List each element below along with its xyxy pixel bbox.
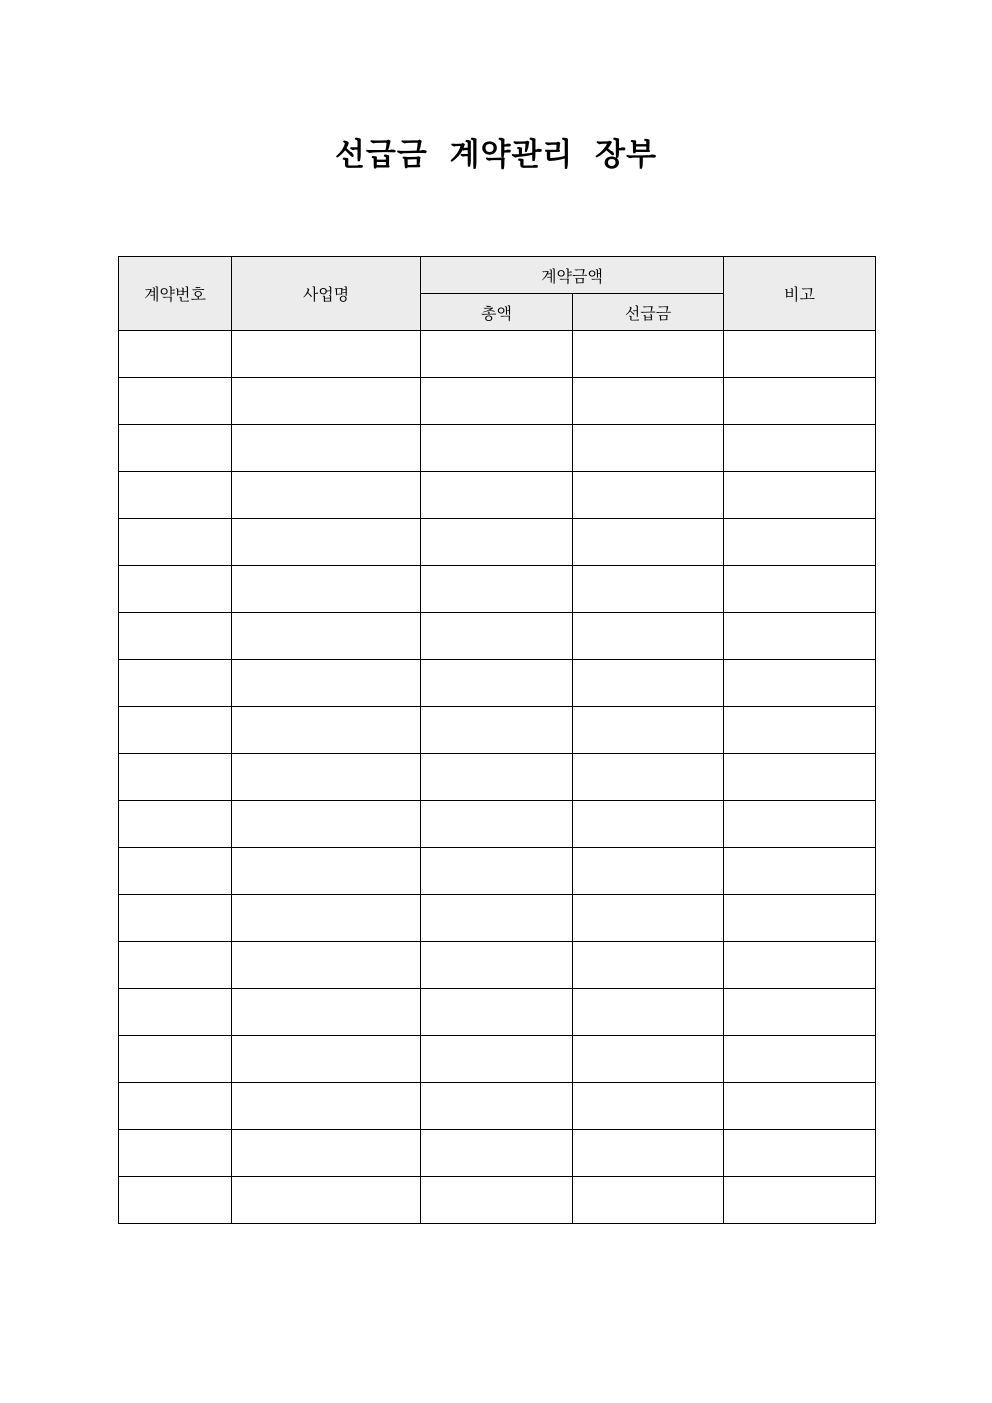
table-row [119,566,876,613]
cell-remarks[interactable] [724,1083,876,1130]
cell-contract-no[interactable] [119,1036,232,1083]
contract-ledger-table [118,256,876,1224]
cell-advance[interactable] [573,472,724,519]
cell-advance[interactable] [573,425,724,472]
cell-project-name[interactable] [232,1036,421,1083]
cell-total[interactable] [421,331,573,378]
table-row [119,1130,876,1177]
cell-advance[interactable] [573,566,724,613]
cell-project-name[interactable] [232,707,421,754]
cell-total[interactable] [421,378,573,425]
cell-total[interactable] [421,754,573,801]
cell-contract-no[interactable] [119,378,232,425]
cell-total[interactable] [421,1083,573,1130]
cell-contract-no[interactable] [119,613,232,660]
table-row [119,613,876,660]
cell-remarks[interactable] [724,425,876,472]
cell-remarks[interactable] [724,942,876,989]
cell-advance[interactable] [573,848,724,895]
cell-project-name[interactable] [232,942,421,989]
table-row [119,331,876,378]
cell-contract-no[interactable] [119,1177,232,1224]
table-row [119,1177,876,1224]
cell-project-name[interactable] [232,989,421,1036]
cell-advance[interactable] [573,707,724,754]
cell-project-name[interactable] [232,378,421,425]
table-row [119,895,876,942]
cell-total[interactable] [421,660,573,707]
cell-project-name[interactable] [232,425,421,472]
cell-contract-no[interactable] [119,895,232,942]
cell-contract-no[interactable] [119,754,232,801]
table-row [119,472,876,519]
cell-advance[interactable] [573,754,724,801]
cell-contract-no[interactable] [119,848,232,895]
table-header [119,257,876,331]
cell-remarks[interactable] [724,566,876,613]
cell-remarks[interactable] [724,331,876,378]
table-row [119,707,876,754]
cell-project-name[interactable] [232,895,421,942]
cell-project-name[interactable] [232,801,421,848]
cell-contract-no[interactable] [119,425,232,472]
table-row [119,848,876,895]
cell-advance[interactable] [573,519,724,566]
cell-contract-no[interactable] [119,707,232,754]
cell-contract-no[interactable] [119,1130,232,1177]
header-advance: 선급금 [573,294,724,331]
cell-contract-no[interactable] [119,1083,232,1130]
cell-total[interactable] [421,848,573,895]
cell-remarks[interactable] [724,519,876,566]
table-row [119,519,876,566]
cell-contract-no[interactable] [119,989,232,1036]
cell-contract-no[interactable] [119,801,232,848]
cell-advance[interactable] [573,1177,724,1224]
cell-project-name[interactable] [232,331,421,378]
cell-total[interactable] [421,472,573,519]
cell-total[interactable] [421,425,573,472]
cell-contract-no[interactable] [119,942,232,989]
cell-advance[interactable] [573,660,724,707]
cell-contract-no[interactable] [119,331,232,378]
cell-contract-no[interactable] [119,519,232,566]
table-row [119,754,876,801]
cell-remarks[interactable] [724,754,876,801]
cell-contract-no[interactable] [119,566,232,613]
header-project-name: 사업명 [232,257,421,331]
cell-project-name[interactable] [232,472,421,519]
table-row [119,1083,876,1130]
header-total: 총액 [421,294,573,331]
cell-project-name[interactable] [232,613,421,660]
cell-remarks[interactable] [724,660,876,707]
cell-project-name[interactable] [232,1130,421,1177]
cell-advance[interactable] [573,378,724,425]
cell-project-name[interactable] [232,519,421,566]
cell-advance[interactable] [573,989,724,1036]
cell-total[interactable] [421,1130,573,1177]
cell-advance[interactable] [573,1036,724,1083]
table-row [119,378,876,425]
header-contract-amount: 계약금액 [421,257,724,294]
cell-remarks[interactable] [724,801,876,848]
cell-advance[interactable] [573,613,724,660]
cell-total[interactable] [421,942,573,989]
cell-total[interactable] [421,895,573,942]
cell-project-name[interactable] [232,754,421,801]
cell-remarks[interactable] [724,848,876,895]
cell-total[interactable] [421,707,573,754]
table-row [119,942,876,989]
table-row [119,660,876,707]
cell-total[interactable] [421,1177,573,1224]
cell-remarks[interactable] [724,1177,876,1224]
cell-advance[interactable] [573,801,724,848]
cell-contract-no[interactable] [119,472,232,519]
cell-total[interactable] [421,1036,573,1083]
page-title: 선급금 계약관리 장부 [334,137,658,173]
cell-advance[interactable] [573,895,724,942]
table-row [119,989,876,1036]
cell-advance[interactable] [573,1083,724,1130]
cell-remarks[interactable] [724,1036,876,1083]
cell-project-name[interactable] [232,566,421,613]
cell-total[interactable] [421,519,573,566]
cell-project-name[interactable] [232,660,421,707]
header-remarks: 비고 [724,257,876,331]
cell-remarks[interactable] [724,613,876,660]
table-body [119,331,876,1224]
cell-remarks[interactable] [724,989,876,1036]
cell-total[interactable] [421,989,573,1036]
header-row-1 [119,257,876,294]
cell-remarks[interactable] [724,378,876,425]
cell-remarks[interactable] [724,1130,876,1177]
cell-advance[interactable] [573,942,724,989]
cell-project-name[interactable] [232,1177,421,1224]
cell-remarks[interactable] [724,707,876,754]
table-row [119,1036,876,1083]
cell-total[interactable] [421,566,573,613]
cell-advance[interactable] [573,1130,724,1177]
cell-contract-no[interactable] [119,660,232,707]
cell-remarks[interactable] [724,472,876,519]
cell-total[interactable] [421,613,573,660]
cell-total[interactable] [421,801,573,848]
cell-project-name[interactable] [232,1083,421,1130]
cell-advance[interactable] [573,331,724,378]
table-row [119,801,876,848]
header-contract-no: 계약번호 [119,257,232,331]
cell-project-name[interactable] [232,848,421,895]
cell-remarks[interactable] [724,895,876,942]
table-row [119,425,876,472]
